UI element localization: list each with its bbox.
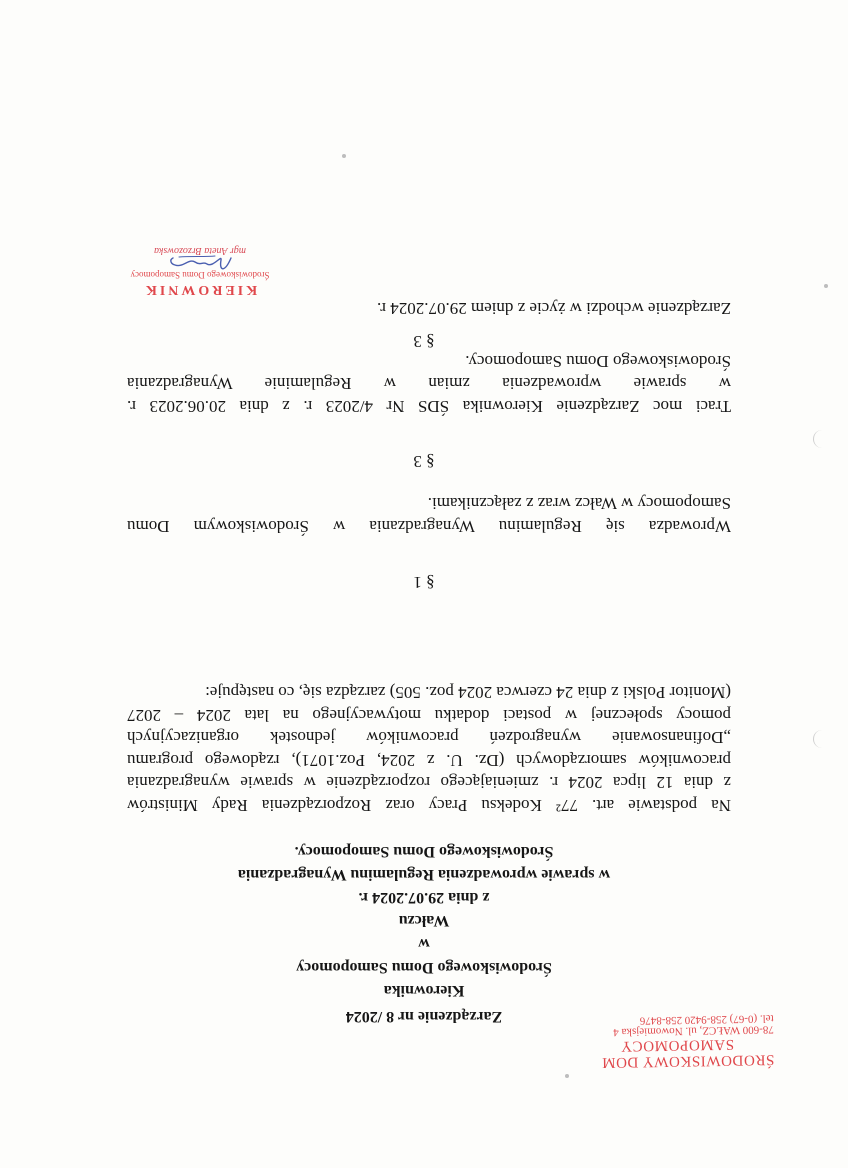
text-line: Samopomocy w Wałcz wraz z załącznikami. — [427, 494, 731, 514]
title-line: Wałczu — [398, 912, 450, 929]
stamp-name: mgr Aneta Brzozowska — [153, 245, 247, 256]
section-heading: § 1 — [413, 573, 435, 592]
signature-stamp — [125, 245, 275, 297]
text-line: pracowników samorządowych (Dz. U. z 2024, Poz.1071), rządowego programu — [127, 751, 731, 770]
scan-speck — [565, 1074, 569, 1078]
text-line: pomocy społecznej w postaci dodatku motywacyjnego na lata 2024 – 2027 — [127, 706, 731, 725]
text-line: (Monitor Polski z dnia 24 czerwca 2024 poz. 505) zarządza się, co następuje: — [205, 683, 731, 703]
scan-speck — [824, 284, 828, 288]
title-date: z dnia 29.07.2024 r. — [358, 889, 490, 906]
text-line: Traci moc Zarządzenie Kierownika ŚDS Nr 4/2023 r. z dnia 20.06.2023 r. — [127, 397, 731, 416]
stamp-role: KIEROWNIK — [142, 282, 258, 297]
section-heading: § 3 — [413, 452, 435, 471]
punch-hole-mark — [813, 730, 828, 748]
stamp-line: SAMOPOMOCY — [620, 1036, 735, 1055]
section-paragraph — [127, 350, 731, 418]
text-line: „Dofinansowanie wynagrodzeń pracowników jednostek organizacyjnych — [127, 728, 731, 748]
section-paragraph — [127, 297, 731, 320]
preamble-paragraph — [127, 681, 731, 816]
document-title: Zarządzenie nr 8 /2024 — [345, 1008, 503, 1025]
text-line: z dnia 12 lipca 2024 r. zmieniającego rozporządzenie w sprawie wynagradzania — [127, 773, 731, 793]
title-subject: w sprawie wprowadzenia Regulaminu Wynagradzania — [237, 866, 611, 883]
text-line: w sprawie wprowadzenia zmian w Regulaminie Wynagradzania — [127, 374, 731, 394]
section-heading: § 3 — [413, 332, 435, 351]
scan-speck — [342, 154, 346, 158]
title-line: Kierownika — [383, 982, 465, 999]
punch-hole-mark — [813, 430, 828, 448]
text-line: Na podstawie art. 77² Kodeksu Pracy oraz Rozporządzenia Rady Ministrów — [127, 796, 731, 815]
title-line: w — [418, 935, 430, 952]
text-line: Wprowadza się Regulaminu Wynagradzania w Środowiskowym Domu — [127, 517, 731, 536]
title-subject: Środowiskowego Domu Samopomocy. — [294, 843, 554, 860]
text-line: Środowiskowego Domu Samopomocy. — [465, 352, 731, 371]
stamp-line: ŚRODOWISKOWY DOM — [601, 1051, 775, 1071]
text-line: Zarządzenie wchodzi w życie z dniem 29.07.2024 r. — [376, 299, 731, 318]
handwritten-signature — [125, 256, 275, 270]
stamp-address: 78-600 WAŁCZ, ul. Nowomiejska 4 — [613, 1023, 774, 1039]
section-paragraph — [127, 492, 731, 537]
stamp-phone: tel. (0-67) 258-9420 258-8476 — [639, 1012, 774, 1027]
stamp-institution: Środowiskowego Domu Samopomocy — [130, 270, 270, 280]
title-line: Środowiskowego Domu Samopomocy — [296, 959, 552, 976]
